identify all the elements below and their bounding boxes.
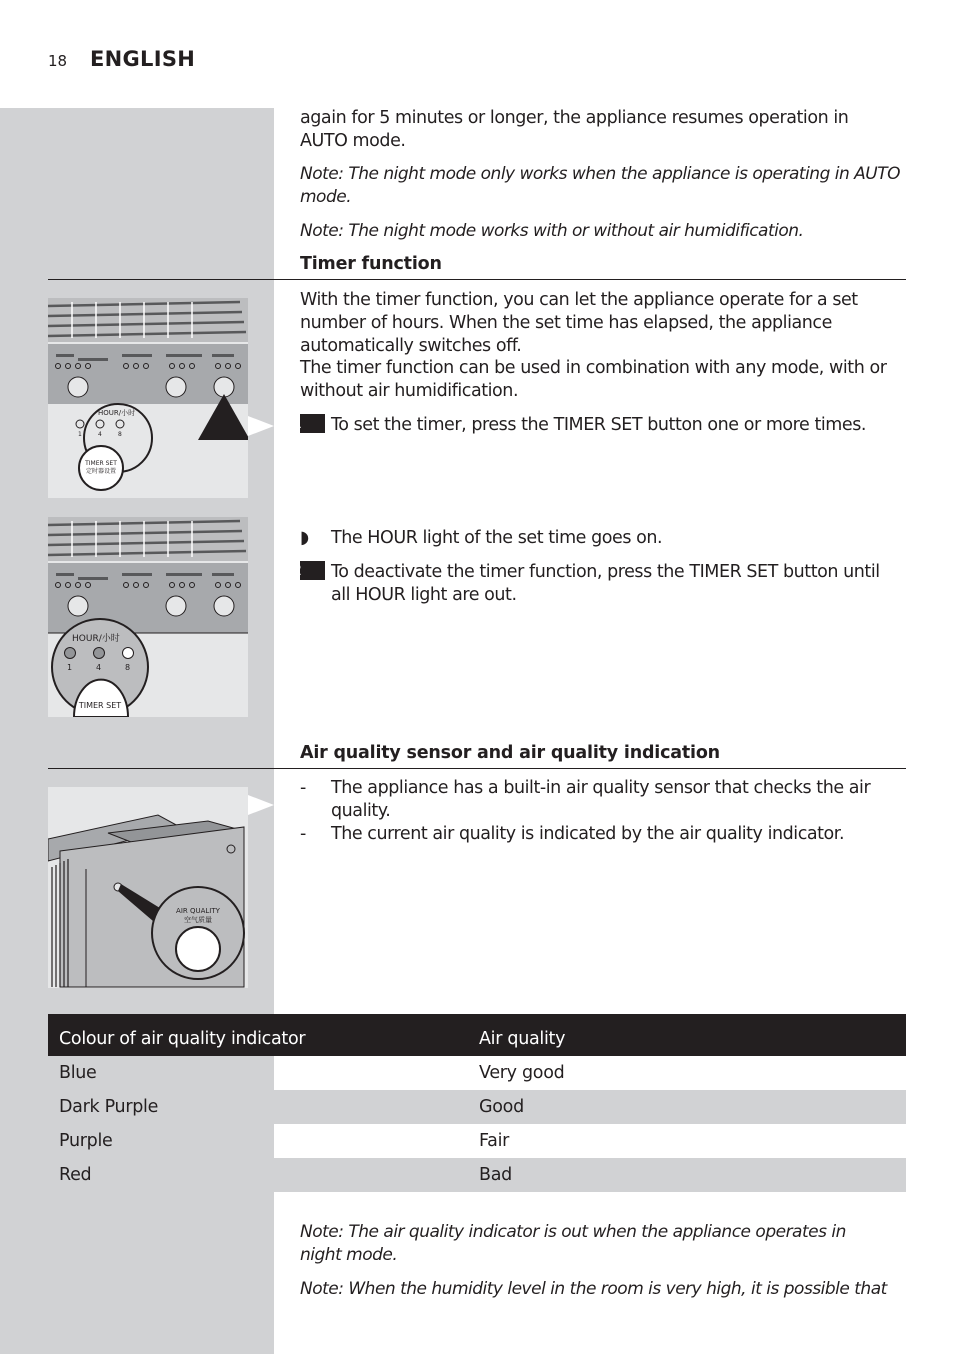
- hour-label: HOUR/小时: [98, 409, 136, 417]
- air-quality-label-cn: 空气质量: [184, 916, 212, 924]
- air-quality-illustration: [48, 787, 248, 988]
- section-rule: [48, 768, 906, 769]
- air-quality-label: AIR QUALITY: [176, 907, 220, 915]
- result-hour-light: [300, 527, 900, 550]
- section-rule: [48, 279, 906, 280]
- timer-paragraph-combination: The timer function can be used in combination with any mode, with or without air humidification.: [300, 358, 887, 401]
- note-humidity-level: Note: When the humidity level in the room is very high, it is possible that: [300, 1279, 887, 1299]
- table-row: [48, 1158, 906, 1192]
- appliance-drawing: [48, 787, 248, 988]
- table-cell: Bad: [479, 1165, 512, 1185]
- timer-set-illustration: [48, 298, 248, 498]
- intro-paragraph: again for 5 minutes or longer, the appliance resumes operation in AUTO mode.: [300, 108, 849, 151]
- table-cell: Fair: [479, 1131, 510, 1151]
- result-marker: ◗: [300, 528, 309, 548]
- list-item: [300, 823, 906, 846]
- note-indicator-night-mode: Note: The air quality indicator is out when the appliance operates in night mode.: [300, 1222, 846, 1265]
- control-panel-drawing: [48, 517, 248, 717]
- timer-set-label: TIMER SET: [85, 460, 117, 467]
- hour-4-label: 4: [98, 431, 102, 438]
- timer-set-label: TIMER SET: [78, 701, 122, 710]
- step-number-badge: 2: [300, 561, 325, 580]
- bullet-marker: -: [300, 823, 306, 844]
- hour-label: HOUR/小时: [72, 634, 120, 644]
- step-2: [292, 561, 890, 607]
- section-title-timer: Timer function: [300, 254, 442, 274]
- result-text: The HOUR light of the set time goes on.: [331, 528, 663, 548]
- list-item-text: The appliance has a built-in air quality sensor that checks the air quality.: [331, 778, 871, 821]
- callout-pointer: [248, 416, 274, 436]
- control-panel-drawing: [48, 298, 248, 498]
- bullet-marker: -: [300, 778, 306, 798]
- hour-1-label: 1: [78, 431, 82, 438]
- list-item: [300, 777, 906, 823]
- table-cell: Good: [479, 1097, 524, 1117]
- page-header-language: ENGLISH: [90, 47, 196, 71]
- step-2-text: To deactivate the timer function, press the TIMER SET button until all HOUR light are out.: [331, 562, 880, 605]
- table-cell: Dark Purple: [59, 1097, 159, 1117]
- section-title-air-quality: Air quality sensor and air quality indication: [300, 743, 720, 763]
- list-item-text: The current air quality is indicated by the air quality indicator.: [331, 823, 845, 844]
- hour-8-label: 8: [118, 431, 122, 438]
- table-header-cell: Colour of air quality indicator: [59, 1029, 306, 1049]
- note-night-mode-auto: Note: The night mode only works when the appliance is operating in AUTO mode.: [300, 164, 901, 207]
- hour-8-label: 8: [125, 663, 131, 672]
- callout-pointer: [248, 795, 274, 815]
- note-night-mode-humidification: Note: The night mode works with or without air humidification.: [300, 221, 804, 241]
- table-row: [48, 1090, 906, 1124]
- timer-off-illustration: [48, 517, 248, 717]
- hour-4-label: 4: [96, 663, 102, 672]
- table-header-row: [48, 1014, 906, 1056]
- timer-set-label-cn: 定时器设置: [85, 468, 117, 475]
- table-cell: Blue: [59, 1063, 97, 1083]
- table-row: [48, 1124, 906, 1158]
- step-1-text: To set the timer, press the TIMER SET button one or more times.: [331, 415, 866, 435]
- page-number: 18: [48, 52, 68, 70]
- table-cell: Red: [59, 1165, 92, 1185]
- table-header-cell: Air quality: [479, 1029, 566, 1049]
- step-1: [292, 414, 900, 437]
- air-quality-bullets: [300, 777, 906, 845]
- timer-paragraph: With the timer function, you can let the appliance operate for a set number of hours. When the set time has elapsed, the appliance automatically switches off.: [300, 290, 858, 356]
- table-cell: Purple: [59, 1131, 113, 1151]
- table-row: [48, 1056, 906, 1090]
- air-quality-table: [48, 1014, 906, 1192]
- step-number-badge: 1: [300, 414, 325, 433]
- table-cell: Very good: [479, 1063, 565, 1083]
- hour-1-label: 1: [67, 663, 73, 672]
